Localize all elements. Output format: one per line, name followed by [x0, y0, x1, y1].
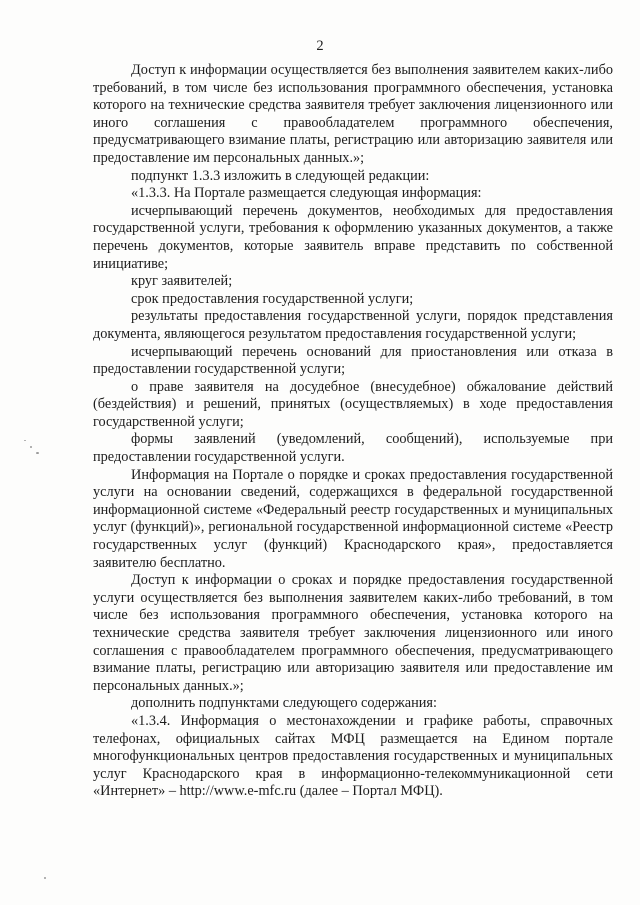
paragraph: подпункт 1.3.3 изложить в следующей редакции:	[131, 167, 430, 184]
paragraph: «1.3.3. На Портале размещается следующая информация:	[131, 185, 482, 202]
paragraph: формы заявлений (уведомлений, сообщений), используемые при предоставлении государственной услуги.	[93, 431, 613, 466]
paragraph: результаты предоставления государственной услуги, порядок представления документа, являющегося результатом предоставления государственной услуги;	[93, 308, 613, 342]
scan-speck	[30, 446, 32, 448]
paragraph: Доступ к информации осуществляется без выполнения заявителем каких-либо требований, в том числе без использования программного обеспечения, установка которого на технические средства заявителя требует заключения лицензионного или иного соглашения с правообладателем программного обеспечения, предусматривающего взимание платы, регистрацию или авторизацию заявителя или предоставление им персональных данных.»;	[93, 62, 613, 166]
paragraph: «1.3.4. Информация о местонахождении и графике работы, справочных телефонах, официальных сайтах МФЦ размещается на Едином портале многофункциональных центров предоставления государственных и муниципальных услуг Краснодарского края в информационно-телекоммуникационной сети «Интернет» – http://www.e-mfc.ru (далее – Портал МФЦ).	[93, 712, 613, 800]
page-number: 2	[316, 38, 324, 54]
paragraph: Информация на Портале о порядке и сроках предоставления государственной услуги на основании сведений, содержащихся в федеральной государственной информационной системе «Федеральный реестр государственных и муниципальных услуг (функций)», региональной государственной информационной системе «Реестр государственных услуг (функций) Краснодарского края», предоставляется заявителю бесплатно.	[93, 466, 613, 571]
paragraph: круг заявителей;	[131, 273, 233, 290]
scan-speck	[36, 452, 39, 454]
scan-speck	[44, 877, 46, 879]
paragraph: срок предоставления государственной услуги;	[131, 290, 414, 307]
scan-speck	[24, 440, 26, 441]
document-body	[93, 62, 613, 801]
paragraph: о праве заявителя на досудебное (внесудебное) обжалование действий (бездействия) и решений, принятых (осуществляемых) в ходе предоставления государственной услуги;	[93, 378, 613, 430]
paragraph: Доступ к информации о сроках и порядке предоставления государственной услуги осуществляется без выполнения заявителем каких-либо требований, в том числе без использования программного обеспечения, установка которого на технические средства заявителя требует заключения лицензионного или иного соглашения с правообладателем программного обеспечения, предусматривающего взимание платы, регистрацию или авторизацию заявителя или предоставление им персональных данных.»;	[93, 572, 613, 694]
paragraph: дополнить подпунктами следующего содержания:	[131, 695, 437, 712]
paragraph: исчерпывающий перечень документов, необходимых для предоставления государственной услуги, требования к оформлению указанных документов, а также перечень документов, которые заявитель вправе представить по собственной инициативе;	[93, 202, 613, 272]
paragraph: исчерпывающий перечень оснований для приостановления или отказа в предоставлении государственной услуги;	[93, 343, 613, 378]
